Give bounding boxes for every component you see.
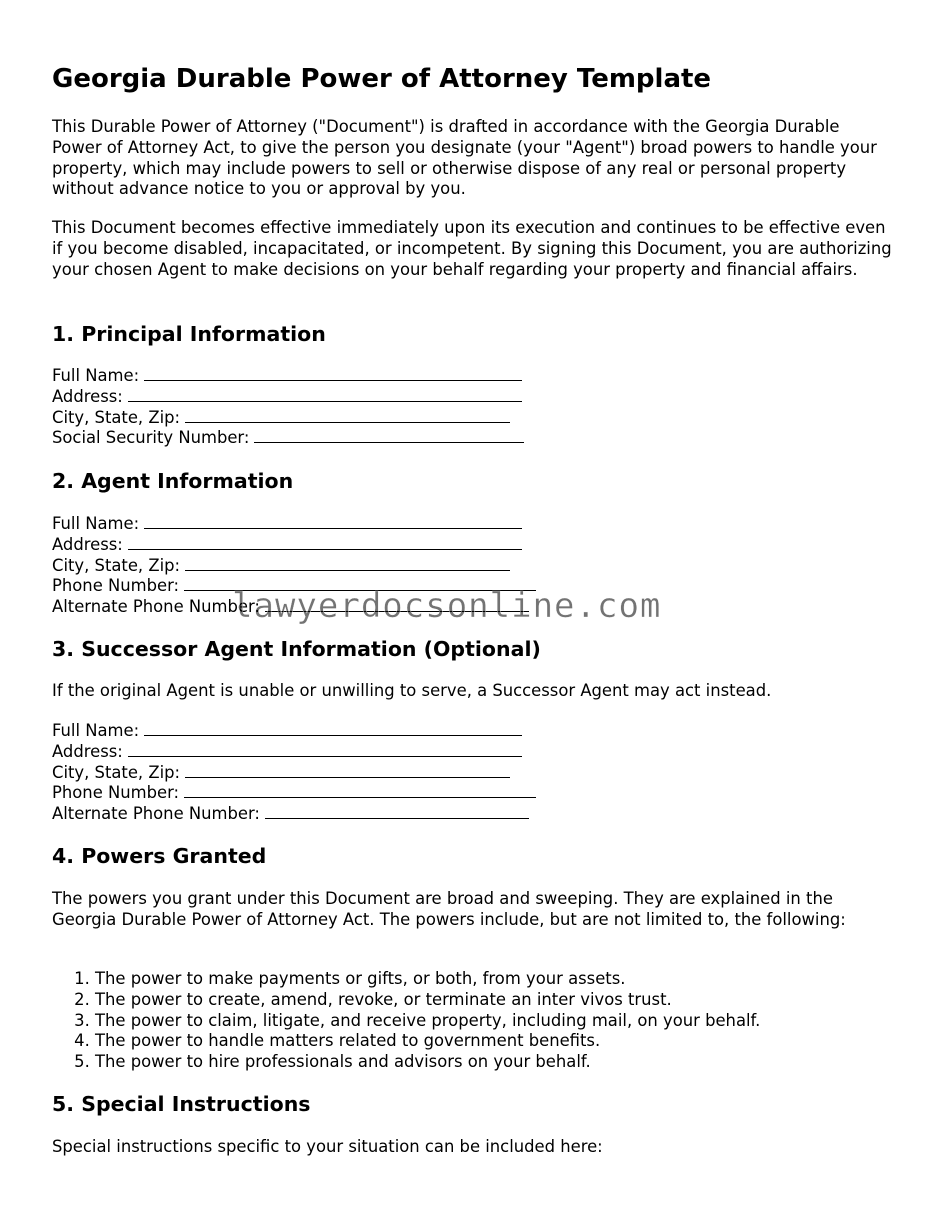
field-label: City, State, Zip: <box>52 407 181 427</box>
field-label: Full Name: <box>52 514 140 533</box>
field-label: Phone Number: <box>52 576 180 596</box>
intro-paragraph-1: This Durable Power of Attorney ("Document") is drafted in accordance with the Georgia Durable Power of Attorney Act, to give the person you designate (your "Agent") broad powers to handle your property, which may include powers to sell or otherwise dispose of any real or personal property without advance notice to you or approval by you. <box>52 117 877 199</box>
principal-full-name-field[interactable] <box>52 365 524 386</box>
field-label: Social Security Number: <box>52 428 250 448</box>
blank-line[interactable] <box>185 407 510 423</box>
successor-phone-field[interactable] <box>52 782 536 803</box>
principal-city-state-zip-field[interactable] <box>52 407 524 428</box>
field-label: Full Name: <box>52 366 140 385</box>
field-label: City, State, Zip: <box>52 762 181 782</box>
successor-address-field[interactable] <box>52 741 536 762</box>
successor-city-state-zip-field[interactable] <box>52 762 536 783</box>
special-instructions-description: Special instructions specific to your situation can be included here: <box>52 1137 603 1156</box>
section-heading-principal: 1. Principal Information <box>52 322 326 346</box>
successor-alt-phone-field[interactable] <box>52 803 536 824</box>
agent-address-field[interactable] <box>52 534 536 555</box>
intro-paragraph-2: This Document becomes effective immediately upon its execution and continues to be effective even if you become disabled, incapacitated, or incompetent. By signing this Document, you are authorizing your chosen Agent to make decisions on your behalf regarding your property and financial affairs. <box>52 218 892 279</box>
agent-full-name-field[interactable] <box>52 513 536 534</box>
list-item: 1. The power to make payments or gifts, or both, from your assets. <box>95 969 760 990</box>
principal-address-field[interactable] <box>52 386 524 407</box>
blank-line[interactable] <box>185 762 510 778</box>
watermark: lawyerdocsonline.com <box>232 586 662 626</box>
blank-line[interactable] <box>144 365 522 381</box>
principal-ssn-field[interactable] <box>52 427 524 448</box>
powers-list <box>52 969 760 1073</box>
field-label: Address: <box>52 386 123 406</box>
successor-fields <box>52 720 536 824</box>
field-label: Address: <box>52 741 123 761</box>
section-heading-powers: 4. Powers Granted <box>52 844 267 868</box>
list-item: 5. The power to hire professionals and advisors on your behalf. <box>95 1052 760 1073</box>
blank-line[interactable] <box>184 782 536 798</box>
blank-line[interactable] <box>128 386 522 402</box>
blank-line[interactable] <box>144 720 522 736</box>
blank-line[interactable] <box>128 534 522 550</box>
blank-line[interactable] <box>128 741 522 757</box>
blank-line[interactable] <box>254 427 524 443</box>
blank-line[interactable] <box>185 555 510 571</box>
successor-description: If the original Agent is unable or unwilling to serve, a Successor Agent may act instead. <box>52 681 772 700</box>
field-label: City, State, Zip: <box>52 555 181 575</box>
section-heading-special-instructions: 5. Special Instructions <box>52 1092 311 1116</box>
field-label: Full Name: <box>52 721 140 740</box>
list-item: 2. The power to create, amend, revoke, or terminate an inter vivos trust. <box>95 990 760 1011</box>
blank-line[interactable] <box>144 513 522 529</box>
field-label: Address: <box>52 534 123 554</box>
field-label: Alternate Phone Number: <box>52 597 260 617</box>
successor-full-name-field[interactable] <box>52 720 536 741</box>
field-label: Alternate Phone Number: <box>52 804 260 824</box>
section-heading-successor-agent: 3. Successor Agent Information (Optional) <box>52 637 541 661</box>
principal-fields <box>52 365 524 448</box>
section-heading-agent: 2. Agent Information <box>52 469 294 493</box>
list-item: 3. The power to claim, litigate, and receive property, including mail, on your behalf. <box>95 1011 760 1032</box>
list-item: 4. The power to handle matters related to government benefits. <box>95 1031 760 1052</box>
blank-line[interactable] <box>265 803 529 819</box>
powers-description: The powers you grant under this Document are broad and sweeping. They are explained in the Georgia Durable Power of Attorney Act. The powers include, but are not limited to, the following: <box>52 889 846 929</box>
field-label: Phone Number: <box>52 783 180 803</box>
agent-city-state-zip-field[interactable] <box>52 555 536 576</box>
document-title: Georgia Durable Power of Attorney Template <box>52 64 712 94</box>
